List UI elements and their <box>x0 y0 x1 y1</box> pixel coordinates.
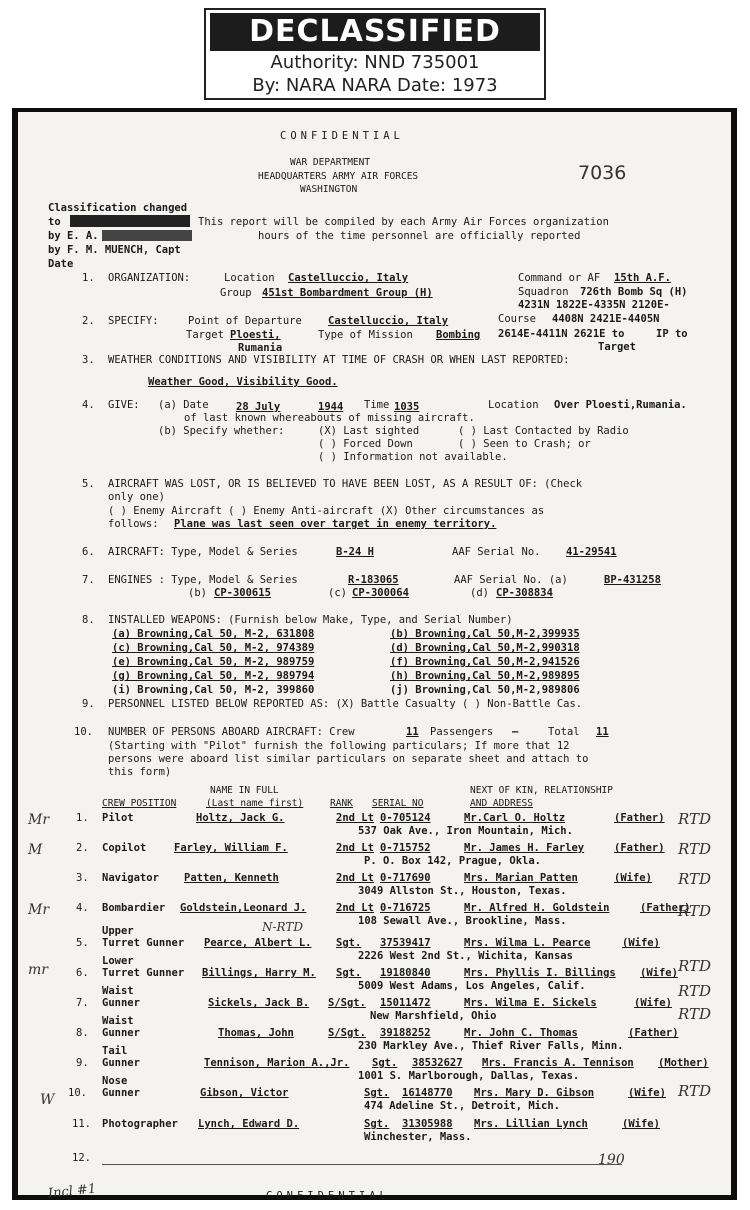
crew-address: 537 Oak Ave., Iron Mountain, Mich. <box>358 825 573 837</box>
weapon-i: (i) Browning,Cal 50, M-2, 399860 <box>112 684 315 696</box>
col-rank: RANK <box>330 798 353 809</box>
weapon-c: (c) Browning,Cal 50, M-2, 974389 <box>112 642 315 654</box>
crew-position: Pilot <box>102 812 134 824</box>
crew-address: Winchester, Mass. <box>364 1131 472 1143</box>
handwritten-mark: Mr <box>28 902 50 918</box>
item7-engine-d: CP-308834 <box>496 587 553 599</box>
crew-name: Goldstein,Leonard J. <box>180 902 307 914</box>
weapon-h: (h) Browning,Cal 50,M-2,989895 <box>390 670 580 682</box>
col-last-name-first: (Last name first) <box>206 798 304 809</box>
item7-serial-label: AAF Serial No. (a) <box>454 574 568 586</box>
item4-opt-no-info: ( ) Information not available. <box>318 451 508 463</box>
crew-position: Navigator <box>102 872 159 884</box>
item10-total: 11 <box>596 726 609 738</box>
item8-num: 8. <box>82 614 95 626</box>
crew-address: 108 Sewall Ave., Brookline, Mass. <box>358 915 567 927</box>
crew-relationship: (Wife) <box>614 872 652 884</box>
item1-squadron: 726th Bomb Sq (H) <box>580 286 688 298</box>
crew-num: 1. <box>76 812 89 824</box>
crew-position-prefix: Upper <box>102 925 134 937</box>
item2-target-label: Target <box>186 329 224 341</box>
item10-line3: persons were aboard list similar particulars on separate sheet and attach to <box>108 753 589 765</box>
crew-address: P. O. Box 142, Prague, Okla. <box>364 855 542 867</box>
item6-serial-label: AAF Serial No. <box>452 546 541 558</box>
item10-passengers-label: Passengers <box>430 726 494 738</box>
item5-line3: ( ) Enemy Aircraft ( ) Enemy Anti-aircraft (X) Other circumstances as <box>108 505 545 517</box>
item2-departure-label: Point of Departure <box>188 315 302 327</box>
item4-year: 1944 <box>318 401 344 413</box>
crew-address: 474 Adeline St., Detroit, Mich. <box>364 1100 560 1112</box>
item4-specify: (b) Specify whether: <box>158 425 285 437</box>
handwritten-rtd: RTD <box>678 1082 712 1100</box>
crew-rank: Sgt. <box>364 1118 390 1130</box>
handwritten-page-mark: 190 <box>598 1152 625 1168</box>
crew-name: Lynch, Edward D. <box>198 1118 300 1130</box>
crew-num: 3. <box>76 872 89 884</box>
crew-position: Gunner <box>102 1087 140 1099</box>
instruction-1: This report will be compiled by each Army Air Forces organization <box>198 216 609 228</box>
crew-position-prefix: Waist <box>102 985 134 997</box>
crew-position-prefix: Nose <box>102 1075 128 1087</box>
handwritten-mark: mr <box>28 962 48 978</box>
item10-line2: (Starting with "Pilot" furnish the following particulars; If more that 12 <box>108 740 570 752</box>
item2-target: Ploesti, <box>230 329 281 341</box>
col-next-of-kin: NEXT OF KIN, RELATIONSHIP <box>470 785 613 796</box>
item8-label: INSTALLED WEAPONS: (Furnish below Make, Type, and Serial Number) <box>108 614 513 626</box>
crew-rank: 2nd Lt <box>336 872 374 884</box>
item7-num: 7. <box>82 574 95 586</box>
handwritten-rtd: RTD <box>678 870 712 888</box>
crew-position: Gunner <box>102 1057 140 1069</box>
item2-course2: 2614E-4411N 2621E to <box>498 328 625 340</box>
crew-rank: S/Sgt. <box>328 1027 366 1039</box>
redaction-bar-2 <box>102 230 192 241</box>
item7-c-label: (c) <box>328 587 347 599</box>
crew-relationship: (Wife) <box>634 997 672 1009</box>
report-number: 7036 <box>578 162 627 184</box>
crew-position: Turret Gunner <box>102 937 185 949</box>
crew-address: New Marshfield, Ohio <box>370 1010 497 1022</box>
class-line3: by E. A. <box>48 230 99 242</box>
item4-time: 1035 <box>394 401 420 413</box>
crew-relationship: (Wife) <box>640 967 678 979</box>
item7-engine-b: CP-300615 <box>214 587 271 599</box>
crew-address: 1001 S. Marlborough, Dallas, Texas. <box>358 1070 580 1082</box>
stamp-authority: Authority: NND 735001 <box>270 52 480 73</box>
crew-kin: Mrs. Wilma L. Pearce <box>464 937 591 949</box>
crew-name: Holtz, Jack G. <box>196 812 285 824</box>
crew-address: 5009 West Adams, Los Angeles, Calif. <box>358 980 586 992</box>
crew-name: Tennison, Marion A.,Jr. <box>204 1057 350 1069</box>
crew-num: 7. <box>76 997 89 1009</box>
item6-serial: 41-29541 <box>566 546 617 558</box>
crew-name: Pearce, Albert L. <box>204 937 312 949</box>
crew-position-prefix: Tail <box>102 1045 128 1057</box>
weapon-b: (b) Browning,Cal 50,M-2,399935 <box>390 628 580 640</box>
weapon-j: (j) Browning,Cal 50,M-2,989806 <box>390 684 580 696</box>
crew-position: Gunner <box>102 997 140 1009</box>
col-address: AND ADDRESS <box>470 798 533 809</box>
crew-relationship: (Father) <box>640 902 691 914</box>
crew-serial: 38532627 <box>412 1057 463 1069</box>
crew-kin: Mr. James H. Farley <box>464 842 585 854</box>
crew-name: Gibson, Victor <box>200 1087 289 1099</box>
item3-value: Weather Good, Visibility Good. <box>148 376 338 388</box>
item5-follows-label: follows: <box>108 518 159 530</box>
crew-kin: Mr. Alfred H. Goldstein <box>464 902 610 914</box>
crew-address: 3049 Allston St., Houston, Texas. <box>358 885 567 897</box>
crew-relationship: (Father) <box>614 812 665 824</box>
item2-mission: Bombing <box>436 329 481 341</box>
weapon-e: (e) Browning,Cal 50, M-2, 989759 <box>112 656 315 668</box>
crew-serial: 31305988 <box>402 1118 453 1130</box>
crew-relationship: (Wife) <box>628 1087 666 1099</box>
item2-course-label: Course <box>498 313 536 325</box>
crew-rank: Sgt. <box>372 1057 398 1069</box>
item6-num: 6. <box>82 546 95 558</box>
item1-location: Castelluccio, Italy <box>288 272 409 284</box>
item4-location: Over Ploesti,Rumania. <box>554 399 687 411</box>
class-line4: by F. M. MUENCH, Capt <box>48 244 181 256</box>
crew-relationship: (Mother) <box>658 1057 709 1069</box>
handwritten-mark: W <box>40 1092 55 1108</box>
item2-label: SPECIFY: <box>108 315 159 327</box>
document-page <box>18 112 731 1202</box>
item4-label: GIVE: <box>108 399 140 411</box>
crew-position: Photographer <box>102 1118 178 1130</box>
crew-name: Farley, William F. <box>174 842 288 854</box>
item7-engine-c: CP-300064 <box>352 587 409 599</box>
crew-kin: Mrs. Phyllis I. Billings <box>464 967 616 979</box>
handwritten-rtd: RTD <box>678 840 712 858</box>
crew-num: 9. <box>76 1057 89 1069</box>
handwritten-rtd: RTD <box>678 810 712 828</box>
crew-serial: 39188252 <box>380 1027 431 1039</box>
item3-label: WEATHER CONDITIONS AND VISIBILITY AT TIME OF CRASH OR WHEN LAST REPORTED: <box>108 354 570 366</box>
weapon-g: (g) Browning,Cal 50, M-2, 989794 <box>112 670 315 682</box>
crew-kin: Mrs. Francis A. Tennison <box>482 1057 634 1069</box>
item5-follows: Plane was last seen over target in enemy territory. <box>174 518 497 530</box>
handwritten-rtd: RTD <box>678 982 712 1000</box>
crew-num: 5. <box>76 937 89 949</box>
item6-label: AIRCRAFT: Type, Model & Series <box>108 546 298 558</box>
crew-relationship: (Wife) <box>622 937 660 949</box>
item4-location-label: Location <box>488 399 539 411</box>
crew-kin: Mrs. Wilma E. Sickels <box>464 997 597 1009</box>
crew-position: Gunner <box>102 1027 140 1039</box>
item9-num: 9. <box>82 698 95 710</box>
item2-target2: Rumania <box>238 342 283 354</box>
crew-address: 2226 West 2nd St., Wichita, Kansas <box>358 950 573 962</box>
class-line5: Date <box>48 258 74 270</box>
item5-label2: only one) <box>108 491 165 503</box>
crew-position-prefix: Waist <box>102 1015 134 1027</box>
crew-kin: Mrs. Lillian Lynch <box>474 1118 588 1130</box>
confidential-top: CONFIDENTIAL <box>280 130 404 142</box>
item7-d-label: (d) <box>470 587 489 599</box>
crew-serial: 0-705124 <box>380 812 431 824</box>
handwritten-mark: Mr <box>28 812 50 828</box>
crew-kin: Mrs. Mary D. Gibson <box>474 1087 595 1099</box>
class-line2: to <box>48 216 61 228</box>
item7-label: ENGINES : Type, Model & Series <box>108 574 298 586</box>
col-crew-position: CREW POSITION <box>102 798 177 809</box>
crew-rank: 2nd Lt <box>336 812 374 824</box>
crew-rank: 2nd Lt <box>336 842 374 854</box>
crew-rank: 2nd Lt <box>336 902 374 914</box>
crew-position: Bombardier <box>102 902 166 914</box>
crew-serial: 0-715752 <box>380 842 431 854</box>
handwritten-mark: M <box>28 842 43 858</box>
crew-num: 11. <box>72 1118 91 1130</box>
crew-kin: Mr. John C. Thomas <box>464 1027 578 1039</box>
item1-squadron-label: Squadron <box>518 286 569 298</box>
handwritten-rtd: RTD <box>678 957 712 975</box>
hq-name: HEADQUARTERS ARMY AIR FORCES <box>258 171 419 182</box>
crew-name: Patten, Kenneth <box>184 872 279 884</box>
weapon-f: (f) Browning,Cal 50,M-2,941526 <box>390 656 580 668</box>
item6-type: B-24 H <box>336 546 374 558</box>
crew-position: Copilot <box>102 842 147 854</box>
item7-type: R-183065 <box>348 574 399 586</box>
item5-num: 5. <box>82 478 95 490</box>
crew-num: 6. <box>76 967 89 979</box>
crew-num: 10. <box>68 1087 87 1099</box>
crew-rank: Sgt. <box>364 1087 390 1099</box>
item4-opt-forced-down: ( ) Forced Down <box>318 438 413 450</box>
crew-name: Sickels, Jack B. <box>208 997 310 1009</box>
crew-rank: Sgt. <box>336 967 362 979</box>
crew-kin: Mr.Carl O. Holtz <box>464 812 566 824</box>
item4-opt-last-sighted: (X) Last sighted <box>318 425 420 437</box>
item7-b-label: (b) <box>188 587 207 599</box>
class-line1: Classification changed <box>48 202 188 214</box>
handwritten-rtd: RTD <box>678 902 712 920</box>
item3-num: 3. <box>82 354 95 366</box>
crew-relationship: (Father) <box>614 842 665 854</box>
declassified-stamp <box>204 8 546 100</box>
stamp-title: DECLASSIFIED <box>210 13 540 51</box>
crew-num: 8. <box>76 1027 89 1039</box>
weapon-a: (a) Browning,Cal 50, M-2, 631808 <box>112 628 315 640</box>
item5-label: AIRCRAFT WAS LOST, OR IS BELIEVED TO HAVE BEEN LOST, AS A RESULT OF: (Check <box>108 478 583 490</box>
crew-position: Turret Gunner <box>102 967 185 979</box>
crew-name: Thomas, John <box>218 1027 294 1039</box>
redaction-bar <box>70 215 190 227</box>
item1-coords: 4231N 1822E-4335N 2120E- <box>518 299 670 311</box>
crew-address: 230 Markley Ave., Thief River Falls, Minn. <box>358 1040 624 1052</box>
item4-date-label: (a) Date <box>158 399 209 411</box>
hq-city: WASHINGTON <box>300 184 358 195</box>
item4-date: 28 July <box>236 401 281 413</box>
crew-rank: Sgt. <box>336 937 362 949</box>
crew-rank: S/Sgt. <box>328 997 366 1009</box>
instruction-2: hours of the time personnel are officially reported <box>258 230 581 242</box>
handwritten-rtd: RTD <box>678 1005 712 1023</box>
item4-time-label: Time <box>364 399 390 411</box>
crew-num: 12. <box>72 1152 91 1164</box>
item9-label: PERSONNEL LISTED BELOW REPORTED AS: (X) Battle Casualty ( ) Non-Battle Cas. <box>108 698 583 710</box>
item1-location-label: Location <box>224 272 275 284</box>
item1-group-label: Group <box>220 287 252 299</box>
item10-passengers: — <box>512 726 519 738</box>
crew-serial: 16148770 <box>402 1087 453 1099</box>
crew-kin: Mrs. Marian Patten <box>464 872 578 884</box>
crew-serial: 0-717690 <box>380 872 431 884</box>
crew-name: Billings, Harry M. <box>202 967 316 979</box>
crew-serial: 15011472 <box>380 997 431 1009</box>
crew-num: 2. <box>76 842 89 854</box>
item1-group: 451st Bombardment Group (H) <box>262 287 433 299</box>
weapon-d: (d) Browning,Cal 50,M-2,990318 <box>390 642 580 654</box>
col-serial: SERIAL NO <box>372 798 424 809</box>
handwritten-nrtd: N-RTD <box>262 920 304 934</box>
item2-departure: Castelluccio, Italy <box>328 315 449 327</box>
confidential-bottom: CONFIDENTIAL <box>266 1190 390 1202</box>
item1-command: 15th A.F. <box>614 272 671 284</box>
crew-num: 4. <box>76 902 89 914</box>
item4-last-known: of last known whereabouts of missing aircraft. <box>184 412 475 424</box>
item10-label: NUMBER OF PERSONS ABOARD AIRCRAFT: Crew <box>108 726 355 738</box>
item2-mission-label: Type of Mission <box>318 329 413 341</box>
item1-label: ORGANIZATION: <box>108 272 191 284</box>
item2-num: 2. <box>82 315 95 327</box>
item7-engine-a: BP-431258 <box>604 574 661 586</box>
stamp-by: By: NARA NARA Date: 1973 <box>252 75 498 96</box>
item2-course: 4408N 2421E-4405N <box>552 313 660 325</box>
item10-line4: this form) <box>108 766 172 778</box>
crew-position-prefix: Lower <box>102 955 134 967</box>
crew-serial: 19180840 <box>380 967 431 979</box>
item2-course3: IP to <box>656 328 688 340</box>
col-name-full: NAME IN FULL <box>210 785 279 796</box>
blank-row-line <box>102 1164 622 1165</box>
crew-serial: 37539417 <box>380 937 431 949</box>
item4-opt-radio: ( ) Last Contacted by Radio <box>458 425 629 437</box>
crew-relationship: (Father) <box>628 1027 679 1039</box>
dept-name: WAR DEPARTMENT <box>290 157 371 168</box>
item1-command-label: Command or AF <box>518 272 601 284</box>
crew-serial: 0-716725 <box>380 902 431 914</box>
item10-num: 10. <box>74 726 93 738</box>
item4-opt-seen-crash: ( ) Seen to Crash; or <box>458 438 591 450</box>
item10-total-label: Total <box>548 726 580 738</box>
crew-relationship: (Wife) <box>622 1118 660 1130</box>
handwritten-incl: Incl #1 <box>47 1181 97 1202</box>
item10-crew: 11 <box>406 726 419 738</box>
item2-course4: Target <box>598 341 636 353</box>
item4-num: 4. <box>82 399 95 411</box>
item1-num: 1. <box>82 272 95 284</box>
